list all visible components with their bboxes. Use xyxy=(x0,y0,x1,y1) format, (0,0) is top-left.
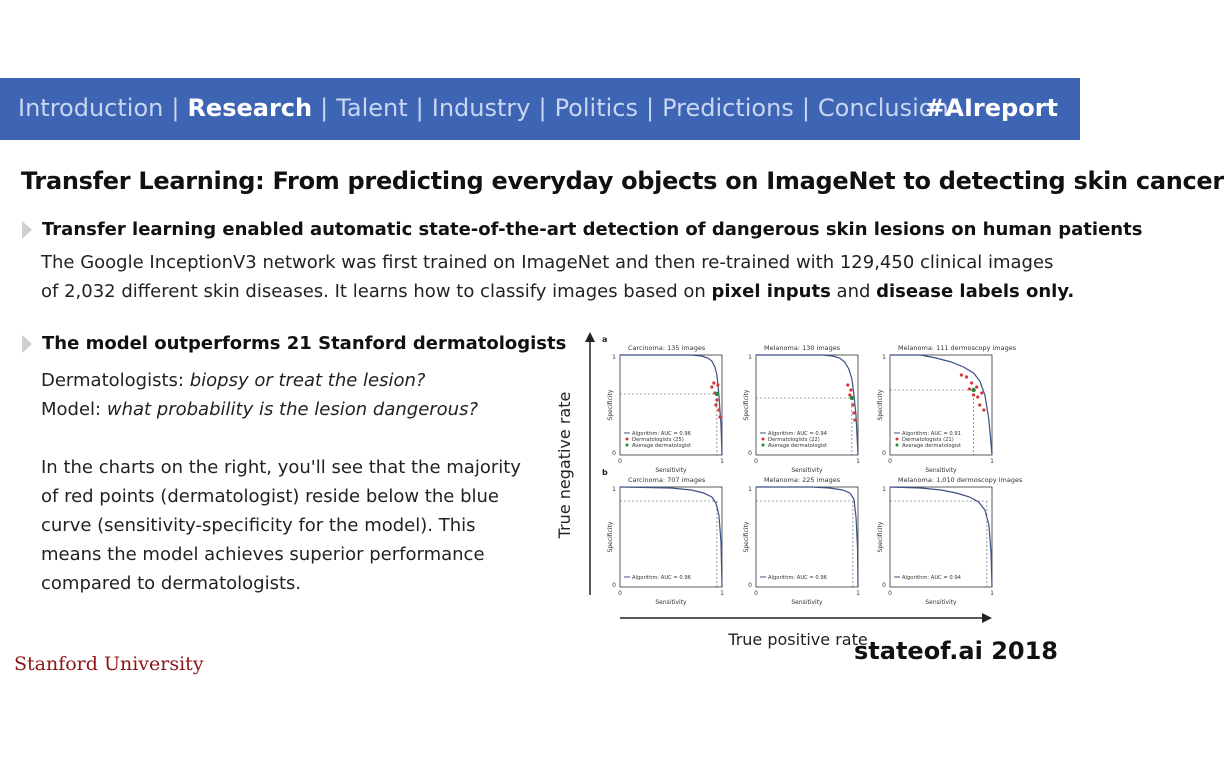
intro-bold-pixel-inputs: pixel inputs xyxy=(711,281,831,302)
panel-y-tick-1: 1 xyxy=(612,354,616,361)
dermatologist-point xyxy=(717,408,720,411)
panel-frame xyxy=(620,487,722,587)
panel-ylabel: Specificity xyxy=(877,389,884,421)
average-dermatologist-point xyxy=(971,388,975,392)
panel-y-tick-1: 1 xyxy=(882,486,886,493)
dermatologist-point xyxy=(846,383,849,386)
legend-entry: Algorithm: AUC = 0.96 xyxy=(632,431,691,437)
dermatologists-line xyxy=(41,366,478,395)
explain-line: means the model achieves superior performance xyxy=(41,544,485,565)
panel-y-tick-0: 0 xyxy=(612,450,616,457)
dermatologist-point xyxy=(980,391,983,394)
panel-frame xyxy=(756,487,858,587)
hashtag: #AIreport xyxy=(925,94,1058,122)
stanford-logo: Stanford University xyxy=(14,653,204,675)
legend-dot-swatch xyxy=(896,438,899,441)
x-axis-arrowhead-icon xyxy=(982,613,992,623)
row-label-b: b xyxy=(602,468,608,477)
dermatologist-point xyxy=(970,381,973,384)
y-axis-arrowhead-icon xyxy=(585,332,595,342)
roc-figure xyxy=(550,320,1070,660)
model-question: what probability is the lesion dangerous? xyxy=(106,399,479,420)
model-label: Model: xyxy=(41,399,107,420)
panel-x-tick-0: 0 xyxy=(754,590,758,597)
comparison-lines xyxy=(41,366,478,424)
legend-dot-swatch xyxy=(626,444,629,447)
nav-item-introduction[interactable]: Introduction xyxy=(18,94,164,122)
legend-entry: Average dermatologist xyxy=(632,443,692,449)
source-credit: stateof.ai 2018 xyxy=(853,637,1058,665)
nav-separator: | xyxy=(538,94,547,122)
bullet-text: Transfer learning enabled automatic state-of-the-art detection of dangerous skin lesions on human patients xyxy=(42,219,1143,240)
dermatologist-point xyxy=(714,403,717,406)
legend-entry: Average dermatologist xyxy=(768,443,828,449)
average-dermatologist-point xyxy=(715,392,719,396)
panel-frame xyxy=(890,487,992,587)
panel-ylabel: Specificity xyxy=(743,521,750,553)
panel-xlabel: Sensitivity xyxy=(791,467,823,474)
nav-item-politics[interactable]: Politics xyxy=(554,94,638,122)
bullet-text: The model outperforms 21 Stanford dermatologists xyxy=(42,333,567,354)
panel-xlabel: Sensitivity xyxy=(655,467,687,474)
nav-item-predictions[interactable]: Predictions xyxy=(662,94,794,122)
panel-y-tick-0: 0 xyxy=(612,582,616,589)
intro-line-2 xyxy=(41,277,1074,306)
nav-separator: | xyxy=(171,94,180,122)
panel-x-tick-0: 0 xyxy=(618,458,622,465)
panel-ylabel: Specificity xyxy=(877,521,884,553)
intro-line-1: The Google InceptionV3 network was first trained on ImageNet and then re-trained with 129,450 clinical images xyxy=(41,252,1054,273)
nav-item-conclusion[interactable]: Conclusion xyxy=(817,94,949,122)
panel-ylabel: Specificity xyxy=(743,389,750,421)
bullet-outperforms xyxy=(22,333,566,354)
dermatologist-point xyxy=(851,403,854,406)
legend-entry: Dermatologists (25) xyxy=(632,437,684,443)
dermatologist-point xyxy=(975,385,978,388)
panel-ylabel: Specificity xyxy=(607,389,614,421)
panel-x-tick-1: 1 xyxy=(720,458,724,465)
model-line xyxy=(41,395,478,424)
dermatologist-point xyxy=(710,385,713,388)
legend-dot-swatch xyxy=(626,438,629,441)
nav-item-industry[interactable]: Industry xyxy=(431,94,531,122)
legend-dot-swatch xyxy=(762,438,765,441)
intro-text: and xyxy=(830,281,877,302)
model-roc-curve xyxy=(756,487,858,587)
dermatologist-point xyxy=(849,388,852,391)
dermatologists-question: biopsy or treat the lesion? xyxy=(189,370,426,391)
model-roc-curve xyxy=(890,487,992,587)
legend-entry: Algorithm: AUC = 0.91 xyxy=(902,431,961,437)
bullet-transfer-learning xyxy=(22,219,1142,240)
panel-x-tick-1: 1 xyxy=(720,590,724,597)
panel-xlabel: Sensitivity xyxy=(925,599,957,606)
panel-x-tick-1: 1 xyxy=(856,590,860,597)
y-axis-overall-label: True negative rate xyxy=(555,391,574,539)
panel-x-tick-1: 1 xyxy=(990,458,994,465)
bullet-arrow-icon xyxy=(22,335,32,353)
panel-xlabel: Sensitivity xyxy=(791,599,823,606)
panel-title: Carcinoma: 707 images xyxy=(628,476,706,484)
dermatologist-point xyxy=(960,373,963,376)
legend-dot-swatch xyxy=(762,444,765,447)
panel-ylabel: Specificity xyxy=(607,521,614,553)
dermatologist-point xyxy=(853,418,856,421)
explain-line: curve (sensitivity-specificity for the model). This xyxy=(41,515,476,536)
panel-y-tick-0: 0 xyxy=(748,450,752,457)
dermatologist-point xyxy=(982,408,985,411)
explain-line: In the charts on the right, you'll see that the majority xyxy=(41,457,521,478)
legend-entry: Dermatologists (21) xyxy=(902,437,954,443)
dermatologist-point xyxy=(978,403,981,406)
nav-bar xyxy=(0,78,1080,140)
dermatologist-point xyxy=(852,411,855,414)
slide-title: Transfer Learning: From predicting everyday objects on ImageNet to detecting skin cancer xyxy=(21,167,1224,195)
panel-x-tick-1: 1 xyxy=(856,458,860,465)
panel-y-tick-1: 1 xyxy=(882,354,886,361)
row-label-a: a xyxy=(602,335,608,344)
dermatologist-point xyxy=(718,415,721,418)
bullet-arrow-icon xyxy=(22,221,32,239)
nav-separator: | xyxy=(415,94,424,122)
nav-separator: | xyxy=(801,94,810,122)
panel-y-tick-0: 0 xyxy=(882,450,886,457)
panel-xlabel: Sensitivity xyxy=(925,467,957,474)
panel-y-tick-1: 1 xyxy=(612,486,616,493)
dermatologists-label: Dermatologists: xyxy=(41,370,190,391)
panel-y-tick-1: 1 xyxy=(748,486,752,493)
dermatologist-point xyxy=(968,387,971,390)
dermatologist-point xyxy=(976,395,979,398)
panel-title: Melanoma: 111 dermoscopy images xyxy=(898,344,1017,352)
dermatologist-point xyxy=(972,393,975,396)
explanation-paragraph xyxy=(41,453,521,598)
legend-entry: Algorithm: AUC = 0.94 xyxy=(768,431,827,437)
x-axis-overall-label: True positive rate xyxy=(728,630,868,649)
panel-title: Carcinoma: 135 images xyxy=(628,344,706,352)
dermatologist-point xyxy=(715,398,718,401)
model-roc-curve xyxy=(620,487,722,587)
intro-paragraph xyxy=(41,248,1074,306)
panel-x-tick-0: 0 xyxy=(888,458,892,465)
panel-x-tick-1: 1 xyxy=(990,590,994,597)
nav-item-talent[interactable]: Talent xyxy=(336,94,408,122)
panel-y-tick-1: 1 xyxy=(748,354,752,361)
panel-y-tick-0: 0 xyxy=(882,582,886,589)
nav-item-research[interactable]: Research xyxy=(187,94,313,122)
panel-x-tick-0: 0 xyxy=(754,458,758,465)
panel-title: Melanoma: 130 images xyxy=(764,344,841,352)
dermatologist-point xyxy=(965,375,968,378)
panel-y-tick-0: 0 xyxy=(748,582,752,589)
panel-xlabel: Sensitivity xyxy=(655,599,687,606)
roc-figure-svg xyxy=(550,320,1070,660)
intro-text: of 2,032 different skin diseases. It learns how to classify images based on xyxy=(41,281,712,302)
legend-entry: Algorithm: AUC = 0.96 xyxy=(632,575,691,581)
explain-line: of red points (dermatologist) reside below the blue xyxy=(41,486,499,507)
dermatologist-point xyxy=(712,381,715,384)
explain-line: compared to dermatologists. xyxy=(41,573,302,594)
panel-title: Melanoma: 1,010 dermoscopy images xyxy=(898,476,1023,484)
intro-bold-disease-labels: disease labels only. xyxy=(876,281,1075,302)
legend-entry: Dermatologists (22) xyxy=(768,437,820,443)
average-dermatologist-point xyxy=(850,396,854,400)
legend-entry: Algorithm: AUC = 0.94 xyxy=(902,575,961,581)
nav-separator: | xyxy=(320,94,329,122)
legend-dot-swatch xyxy=(896,444,899,447)
panel-x-tick-0: 0 xyxy=(888,590,892,597)
legend-entry: Algorithm: AUC = 0.96 xyxy=(768,575,827,581)
legend-entry: Average dermatologist xyxy=(902,443,962,449)
nav-items xyxy=(18,94,949,122)
dermatologist-point xyxy=(716,383,719,386)
panel-title: Melanoma: 225 images xyxy=(764,476,841,484)
nav-separator: | xyxy=(645,94,655,122)
panel-x-tick-0: 0 xyxy=(618,590,622,597)
